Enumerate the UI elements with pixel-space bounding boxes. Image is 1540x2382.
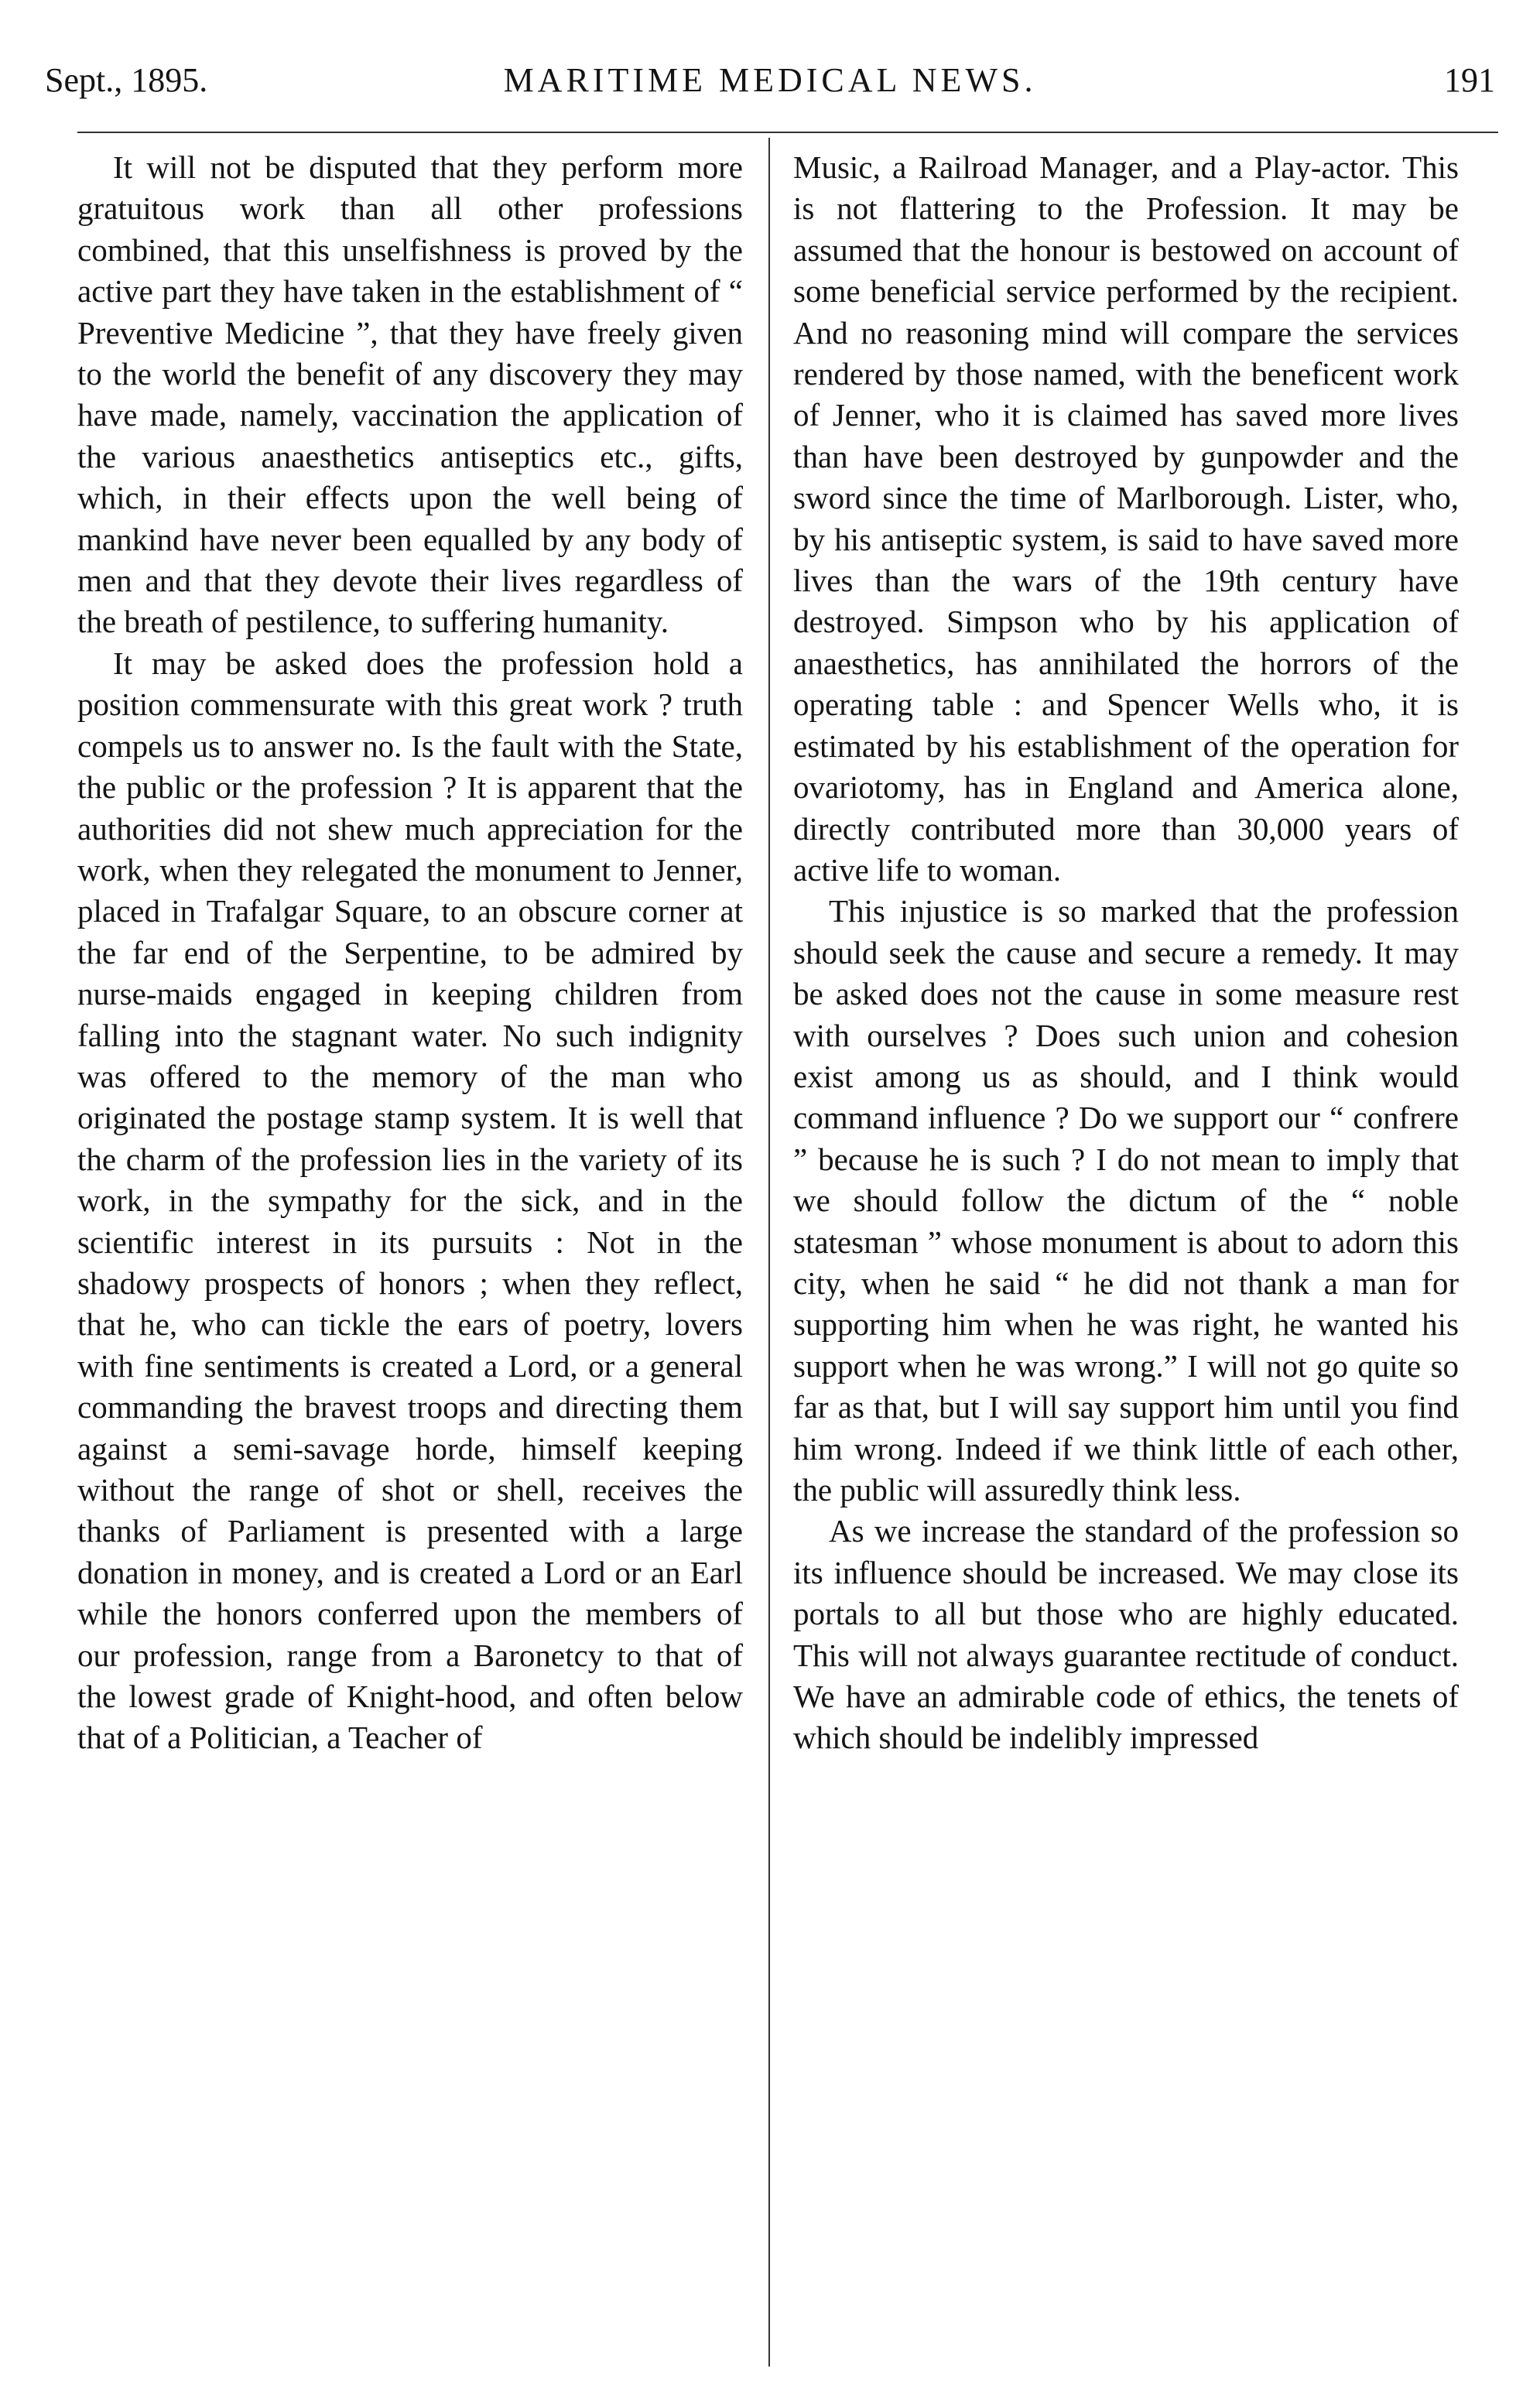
right-column bbox=[793, 147, 1459, 1759]
left-column bbox=[77, 147, 743, 1759]
left-paragraph-2: It may be asked does the profession hold a position commensurate with this great work ? truth compels us to answer no. Is the fault with the State, the public or the profession ? It is apparent that the authorities did not shew much appreciation for the work, when they relegated the monument to Jenner, placed in Trafalgar Square, to an obscure corner at the far end of the Serpentine, to be admired by nurse-maids engaged in keeping children from falling into the stagnant water. No such indignity was offered to the memory of the man who originated the postage stamp system. It is well that the charm of the profession lies in the variety of its work, in the sympathy for the sick, and in the scientific interest in its pursuits : Not in the shadowy prospects of honors ; when they reflect, that he, who can tickle the ears of poetry, lovers with fine sentiments is created a Lord, or a general commanding the bravest troops and directing them against a semi-savage horde, himself keeping without the range of shot or shell, receives the thanks of Parliament is presented with a large donation in money, and is created a Lord or an Earl while the honors conferred upon the members of our profession, range from a Baronetcy to that of the lowest grade of Knight-hood, and often below that of a Politician, a Teacher of bbox=[77, 645, 743, 1756]
journal-title: MARITIME MEDICAL NEWS. bbox=[503, 61, 1037, 99]
page-number: 191 bbox=[1444, 61, 1495, 99]
header-rule bbox=[77, 132, 1498, 133]
right-paragraph-2: This injustice is so marked that the profession should seek the cause and secure a remedy. It may be asked does not the cause in some measure rest with ourselves ? Does such union and cohesion exist among us as should, and I think would command influence ? Do we support our “ confrere ” because he is such ? I do not mean to imply that we should follow the dictum of the “ noble statesman ” whose monument is about to adorn this city, when he said “ he did not thank a man for supporting him when he was right, he wanted his support when he was wrong.” I will not go quite so far as that, but I will say support him until you find him wrong. Indeed if we think little of each other, the public will assuredly think less. bbox=[793, 893, 1459, 1508]
issue-date: Sept., 1895. bbox=[45, 61, 208, 99]
left-paragraph-1: It will not be disputed that they perform more gratuitous work than all other professions combined, that this unselfishness is proved by the active part they have taken in the establishment of “ Preventive Medicine ”, that they have freely given to the world the benefit of any discovery they may have made, namely, vaccination the application of the various anaesthetics antiseptics etc., gifts, which, in their effects upon the well being of mankind have never been equalled by any body of men and that they devote their lives regardless of the breath of pestilence, to suffering humanity. bbox=[77, 149, 743, 640]
running-head bbox=[45, 56, 1495, 105]
column-divider bbox=[768, 138, 770, 2367]
right-paragraph-1: Music, a Railroad Manager, and a Play-actor. This is not flattering to the Profession. It may be assumed that the honour is bestowed on account of some beneficial service performed by the recipient. And no reasoning mind will compare the services rendered by those named, with the beneficent work of Jenner, who it is claimed has saved more lives than have been destroyed by gunpowder and the sword since the time of Marlborough. Lister, who, by his antiseptic system, is said to have saved more lives than the wars of the 19th century have destroyed. Simpson who by his application of anaesthetics, has annihilated the horrors of the operating table : and Spencer Wells who, it is estimated by his establishment of the operation for ovariotomy, has in England and America alone, directly contributed more than 30,000 years of active life to woman. bbox=[793, 149, 1459, 888]
right-paragraph-3: As we increase the standard of the profession so its influence should be increased. We may close its portals to all but those who are highly educated. This will not always guarantee rectitude of conduct. We have an admirable code of ethics, the tenets of which should be indelibly impressed bbox=[793, 1513, 1459, 1756]
